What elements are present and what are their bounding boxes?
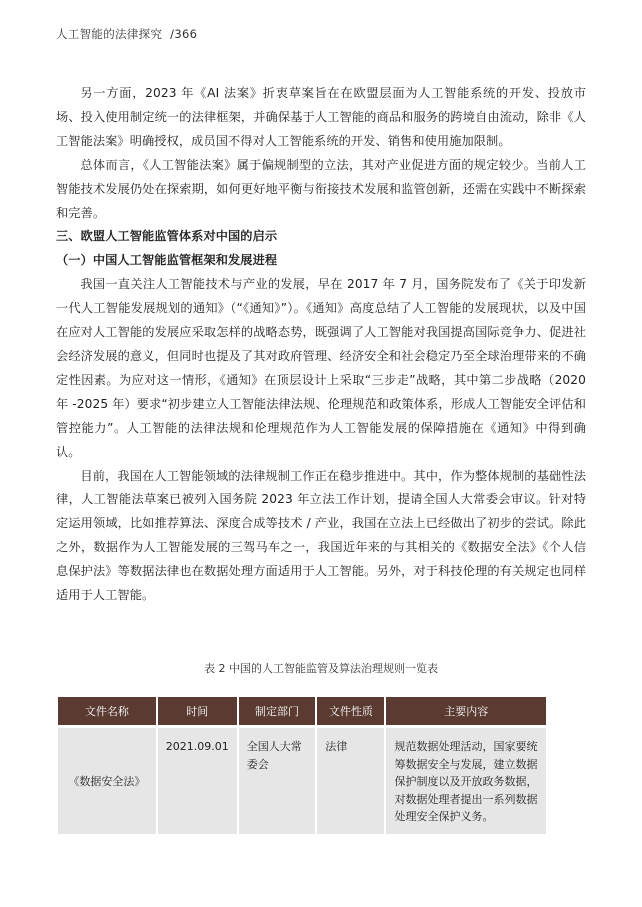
column-header-department: 制定部门 bbox=[239, 697, 316, 728]
table-row bbox=[58, 728, 546, 834]
column-header-name: 文件名称 bbox=[58, 697, 156, 728]
cell-name: 《数据安全法》 bbox=[58, 728, 156, 834]
column-header-date: 时间 bbox=[158, 697, 237, 728]
paragraph: 总体而言，《人工智能法案》属于偏规制型的立法，其对产业促进方面的规定较少。当前人工智能技术发展仍处在探索期，如何更好地平衡与衔接技术发展和监管创新，还需在实践中不断探索和完善。 bbox=[56, 157, 586, 220]
paragraph: 我国一直关注人工智能技术与产业的发展，早在 2017 年 7 月，国务院发布了《关于印发新一代人工智能发展规划的通知》（“《通知》”）。《通知》高度总结了人工智能的发展现状，以及中国在应对人工智能的发展应采取怎样的战略态势，既强调了人工智能对我国提高国际竞争力、促进社会经济发展的意义，但同时也提及了其对政府管理、经济安全和社会稳定乃至全球治理带来的不确定性因素。为应对这一情形，《通知》在顶层设计上采取“三步走”战略，其中第二步战略（2020 年 -2025 年）要求“初步建立人工智能法律法规、伦理规范和政策体系，形成人工智能安全评估和管控能力”。人工智能的法律法规和伦理规范作为人工智能发展的保障措施在《通知》中得到确认。 bbox=[56, 277, 586, 459]
cell-date: 2021.09.01 bbox=[158, 728, 237, 834]
running-header bbox=[56, 26, 197, 42]
table-header-row bbox=[58, 697, 546, 728]
cell-department: 全国人大常委会 bbox=[239, 728, 316, 834]
subsection-heading: （一）中国人工智能监管框架和发展进程 bbox=[56, 253, 278, 268]
column-header-nature: 文件性质 bbox=[317, 697, 384, 728]
table-caption: 表 2 中国的人工智能监管及算法治理规则一览表 bbox=[204, 662, 438, 675]
regulation-table bbox=[56, 697, 548, 834]
page-number: /366 bbox=[170, 27, 198, 41]
paragraph: 另一方面，2023 年《AI 法案》折衷草案旨在在欧盟层面为人工智能系统的开发、投放市场、投入使用制定统一的法律框架，并确保基于人工智能的商品和服务的跨境自由流动，除非《人工智能法案》明确授权，成员国不得对人工智能系统的开发、销售和使用施加限制。 bbox=[56, 86, 586, 148]
column-header-content: 主要内容 bbox=[386, 697, 546, 728]
body-text bbox=[56, 82, 586, 608]
section-heading: 三、欧盟人工智能监管体系对中国的启示 bbox=[56, 229, 278, 244]
cell-content: 规范数据处理活动，国家要统筹数据安全与发展，建立数据保护制度以及开放政务数据，对数据处理者提出一系列数据处理安全保护义务。 bbox=[386, 728, 546, 834]
paragraph: 目前，我国在人工智能领域的法律规制工作正在稳步推进中。其中，作为整体规制的基础性法律，人工智能法草案已被列入国务院 2023 年立法工作计划，提请全国人大常委会审议。针对特定运用领域，比如推荐算法、深度合成等技术 / 产业，我国在立法上已经做出了初步的尝试。除此之外，数据作为人工智能发展的三驾马车之一，我国近年来的与其相关的《数据安全法》《个人信息保护法》等数据法律也在数据处理方面适用于人工智能。另外，对于科技伦理的有关规定也同样适用于人工智能。 bbox=[56, 468, 586, 603]
cell-nature: 法律 bbox=[317, 728, 384, 834]
book-title: 人工智能的法律探究 bbox=[56, 27, 163, 41]
